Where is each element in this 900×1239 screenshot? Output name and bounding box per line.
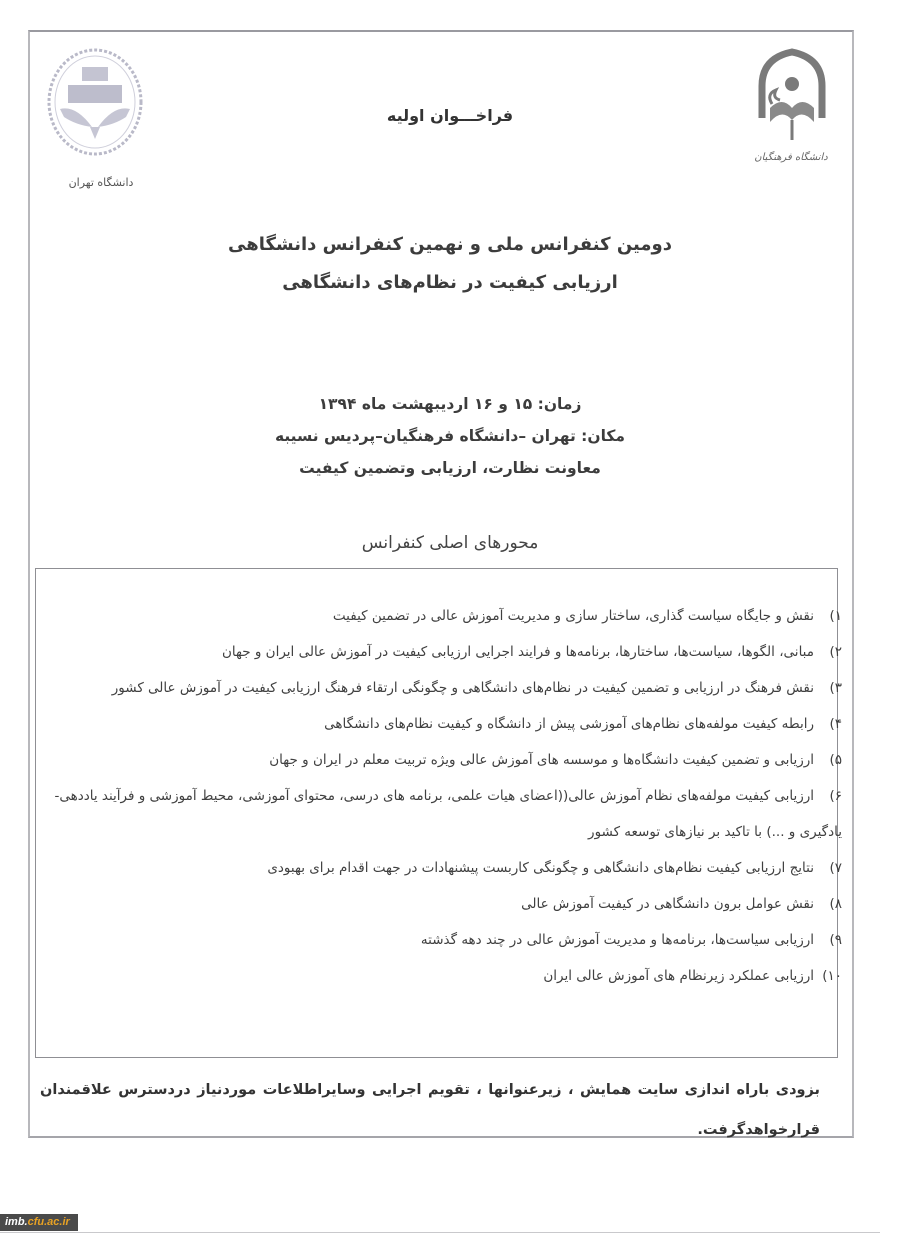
axis-item [32,598,842,634]
conference-title [200,226,700,302]
axis-number: ۹) [829,932,842,948]
axis-number: ۱۰) [822,968,842,984]
axis-number: ۱) [829,608,842,624]
axis-text: ارزیابی و تضمین کیفیت دانشگاه‌ها و موسسه های آموزش عالی ویژه تربیت معلم در ایران و جهان [269,752,814,768]
conference-organizer: معاونت نظارت، ارزیابی وتضمین کیفیت [299,459,601,477]
axis-item [32,886,842,922]
conference-axes-heading: محورهای اصلی کنفرانس [361,533,539,553]
axis-text: نتایج ارزیابی کیفیت نظام‌های دانشگاهی و چگونگی کاربست پیشنهادات در جهت اقدام برای بهبودی [267,860,814,876]
axis-text: مبانی، الگوها، سیاست‌ها، ساختارها، برنامه‌ها و فرایند اجرایی ارزیابی کیفیت در آموزش عالی ایران و جهان [221,644,814,660]
axis-item [32,634,842,670]
axis-number: ۴) [829,716,842,732]
axis-item [32,958,842,994]
site-watermark[interactable] [0,1214,78,1231]
bottom-divider [0,1232,880,1233]
farhangian-logo-caption: دانشگاه فرهنگیان [754,152,828,163]
axis-item [32,742,842,778]
axis-number: ۵) [829,752,842,768]
conference-title-line-1: دومین کنفرانس ملی و نهمین کنفرانس دانشگاهی [228,234,672,255]
watermark-domain: cfu.ac.ir [27,1216,70,1228]
axis-text: نقش و جایگاه سیاست گذاری، ساختار سازی و مدیریت آموزش عالی در تضمین کیفیت [332,608,814,624]
axis-item [32,670,842,706]
axis-text: نقش فرهنگ در ارزیابی و تضمین کیفیت در نظام‌های دانشگاهی و چگونگی ارتقاء فرهنگ ارزیابی کیفیت در آموزش عالی کشور [111,680,814,696]
conference-info [240,388,660,484]
axis-item [32,778,842,850]
document-heading: فراخـــوان اولیه [386,106,514,125]
conference-place: مکان: تهران –دانشگاه فرهنگیان–پردیس نسیبه [274,427,626,445]
axis-item [32,706,842,742]
axis-number: ۳) [829,680,842,696]
conference-axes-list [32,598,842,994]
footer-note: بزودی باراه اندازی سایت همایش ، زیرعنوانها ، تقویم اجرایی وسایراطلاعات موردنیاز دردسترس علاقمندان قرارخواهدگرفت. [40,1082,820,1138]
axis-number: ۲) [829,644,842,660]
conference-title-line-2: ارزیابی کیفیت در نظام‌های دانشگاهی [282,272,618,293]
axis-text: رابطه کیفیت مولفه‌های نظام‌های آموزشی پیش از دانشگاه و کیفیت نظام‌های دانشگاهی [324,716,814,732]
axis-number: ۸) [829,896,842,912]
axis-item [32,850,842,886]
axis-text: ارزیابی عملکرد زیرنظام های آموزش عالی ایران [543,968,814,984]
conference-time: زمان: ۱۵ و ۱۶ اردیبهشت ماه ۱۳۹۴ [318,395,582,413]
tehran-logo-caption: دانشگاه تهران [68,176,134,189]
axis-item [32,922,842,958]
axis-number: ۶) [829,788,842,804]
axis-text: ارزیابی سیاست‌ها، برنامه‌ها و مدیریت آموزش عالی در چند دهه گذشته [420,932,814,948]
axis-text: ارزیابی کیفیت مولفه‌های نظام آموزش عالی((اعضای هیات علمی، برنامه های درسی، محتوای آموزشی، محیط آموزشی و فرآیند یاددهی- یادگیری و ...) با تاکید بر نیازهای توسعه کشور [54,788,842,840]
watermark-prefix: imb. [5,1216,28,1228]
axis-text: نقش عوامل برون دانشگاهی در کیفیت آموزش عالی [521,896,814,912]
university-of-tehran-logo-icon [46,47,144,157]
farhangian-university-logo-icon [752,48,832,148]
axis-number: ۷) [829,860,842,876]
